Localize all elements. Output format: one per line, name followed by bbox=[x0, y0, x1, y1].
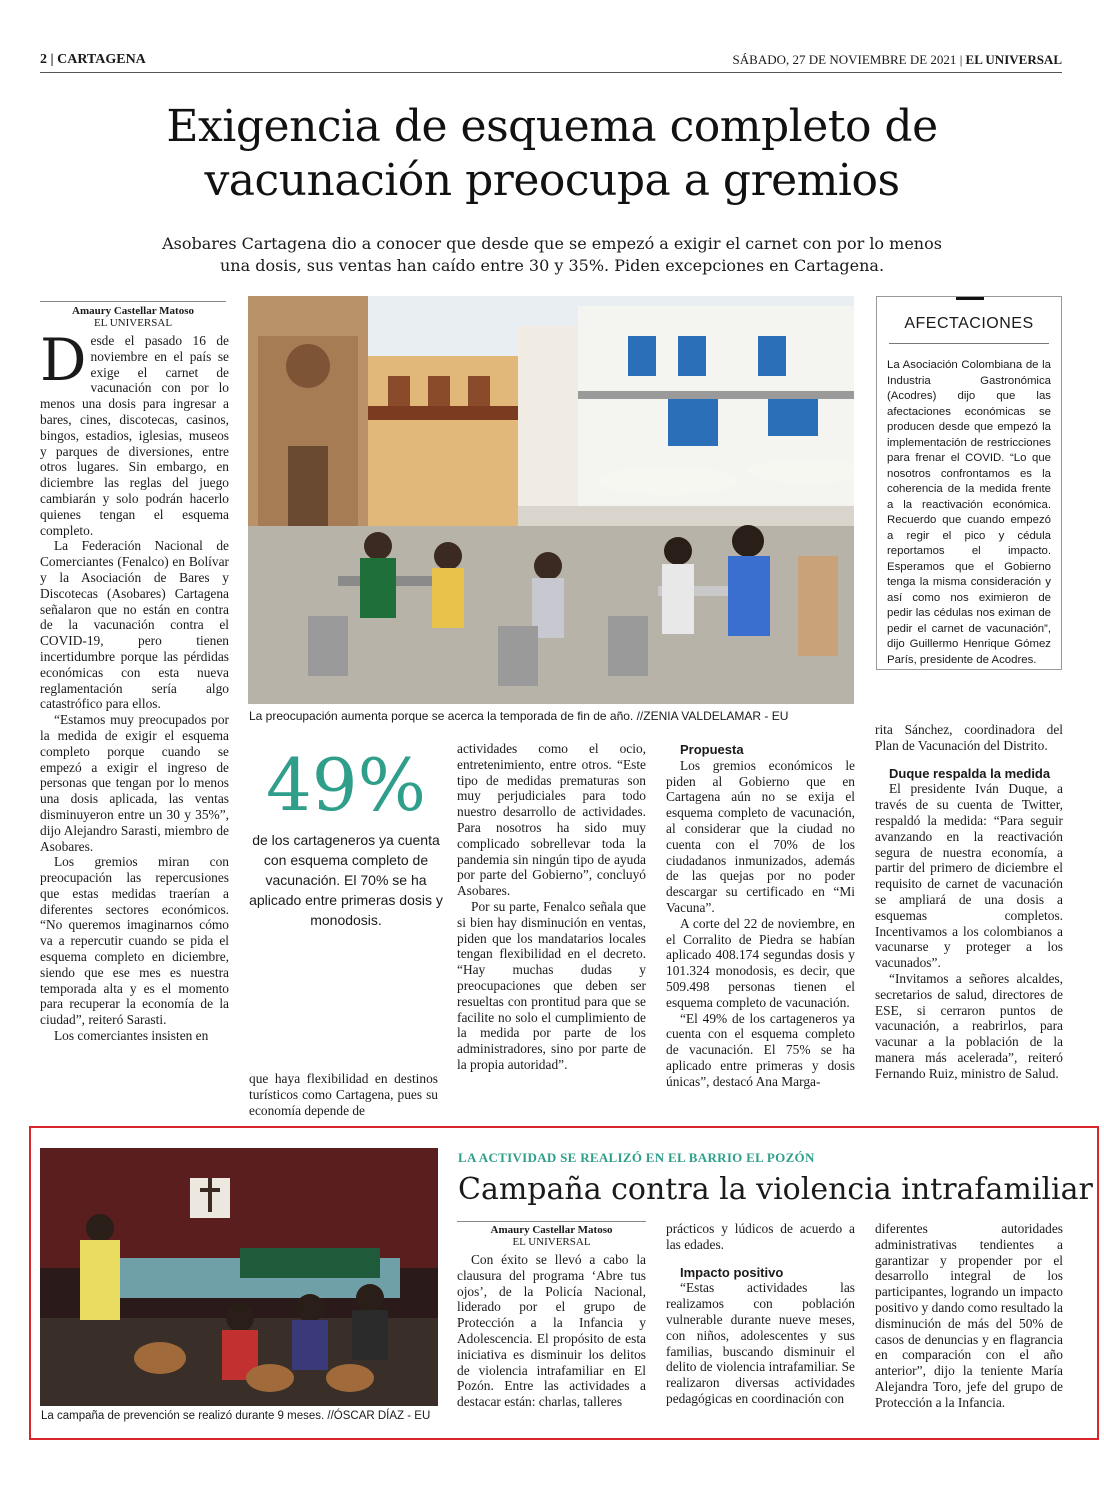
article-column-2 bbox=[249, 1071, 438, 1118]
plaza-photo bbox=[248, 296, 854, 704]
subheadline bbox=[100, 233, 1004, 277]
second-article-column-1 bbox=[457, 1252, 646, 1427]
paragraph: “Estas actividades las realizamos con población vulnerable durante nueve meses, con niños, adolescentes y sus familias, buscando disminuir el delito de violencia intrafamiliar. Se realizaron diversas actividades pedagógicas en coordinación con bbox=[666, 1280, 855, 1406]
headline-line-2: vacunación preocupa a gremios bbox=[204, 155, 900, 206]
plaza-photo-illustration bbox=[248, 296, 854, 704]
paragraph: La Federación Nacional de Comerciantes (Fenalco) en Bolívar y la Asociación de Bares y Discotecas (Asobares) Cartagena señalaron que no están en contra de la vacunación contra el COVID-19, pero tienen incertidumbre porque las pérdidas económicas con esta nueva reglamentación sería algo catastrófico para ellos. bbox=[40, 538, 229, 712]
paragraph: Por su parte, Fenalco señala que si bien hay disminución en ventas, piden que los mandatarios locales tengan flexibilidad en el decreto. “Hay muchas dudas y preocupaciones que deben ser resueltas con prontitud para que se facilite no solo el cumplimiento de la medida por parte de los administradores, sino por parte de la propia autoridad”. bbox=[457, 898, 646, 1072]
byline-name: Amaury Castellar Matoso bbox=[72, 305, 194, 317]
headline bbox=[40, 100, 1064, 208]
second-byline bbox=[457, 1221, 646, 1248]
article-column-3 bbox=[457, 741, 646, 1121]
paragraph: El presidente Iván Duque, a través de su cuenta de Twitter, respaldó la medida: “Para seguir avanzando en la reactivación segura de nuestra economía, a partir del primero de diciembre el requisito de carnet de vacunación se ampliará de una dosis a esquemas completos. Incentivamos a los colombianos a vacunarse y proteger a los vacunados”. bbox=[875, 781, 1063, 971]
subhead-line-2: una dosis, sus ventas han caído entre 30 y 35%. Piden excepciones en Cartagena. bbox=[219, 256, 885, 275]
date-header: SÁBADO, 27 DE NOVIEMBRE DE 2021 | EL UNIVERSAL bbox=[732, 52, 1062, 67]
paragraph: “El 49% de los cartageneros ya cuenta con el esquema completo de vacunación. El 75% se ha aplicado entre primeras y dosis únicas”, destacó Ana Marga- bbox=[666, 1010, 855, 1089]
paragraph: Los gremios miran con preocupación las repercusiones que estas medidas traerían a diferentes sectores económicos. “No queremos imaginarnos cómo va a repercutir cuando se pida el esquema completo en diciembre, siendo que ese mes es nuestra temporada alta y es el momento para recuperar la economía de la ciudad”, reiteró Sarasti. bbox=[40, 854, 229, 1028]
paragraph: “Estamos muy preocupados por la medida de exigir el esquema completo porque cuando se empezó a exigir el ingreso de personas que tengan por lo menos una dosis aplicada, las ventas disminuyeron entre un 30 y 35%”, dijo Alejandro Sarasti, miembro de Asobares. bbox=[40, 712, 229, 854]
stat-value: 49% bbox=[265, 743, 427, 827]
paragraph: actividades como el ocio, entretenimiento, entre otros. “Este tipo de medidas prematuras son muy perjudiciales para todo nuestro desarrollo de actividades. Para nosotros ha sido muy complicado sobrellevar toda la pandemia sin ningún tipo de ayuda por parte del Gobierno”, concluyó Asobares. bbox=[457, 741, 646, 899]
byline bbox=[40, 301, 226, 329]
paragraph: Los comerciantes insisten en bbox=[54, 1028, 209, 1044]
paragraph: A corte del 22 de noviembre, en el Corralito de Piedra se habían aplicado 408.174 segundas dosis y 101.324 monodosis, es decir, que 509.498 personas tienen el esquema completo de vacunación. bbox=[666, 915, 855, 1010]
section-subtitle-duque: Duque respalda la medida bbox=[889, 765, 1051, 781]
paragraph: Con éxito se llevó a cabo la clausura del programa ‘Abre tus ojos’, de la Policía Nacional, liderado por el grupo de Protección a la Infancia y Adolescencia. El propósito de esta iniciativa es disminuir los delitos de violencia intrafamiliar en El Pozón. Entre las actividades a destacar están: charlas, talleres bbox=[457, 1252, 646, 1410]
campaign-photo-illustration bbox=[40, 1148, 438, 1406]
section-subtitle-propuesta: Propuesta bbox=[680, 742, 744, 757]
second-article-column-2 bbox=[666, 1221, 855, 1427]
sidebar-box bbox=[876, 296, 1062, 670]
paragraph: esde el pasado 16 de noviembre en el país se exige el carnet de vacunación con por lo menos una dosis para ingresar a bares, cines, discotecas, casinos, bingos, estadios, iglesias, museos y parques de diversiones, entre otros lugares. Sin embargo, en diciembre las reglas del juego cambiarán y solo podrán hacerlo quienes tengan el esquema completo. bbox=[40, 333, 229, 538]
second-byline-outlet: EL UNIVERSAL bbox=[512, 1236, 591, 1248]
paragraph: que haya flexibilidad en destinos turísticos como Cartagena, pues su economía depende de bbox=[249, 1071, 438, 1118]
article-column-5 bbox=[875, 722, 1063, 1122]
paragraph: Los gremios económicos le piden al Gobierno que en Cartagena aún no se exija el esquema completo de vacunación, al considerar que la ciudad no cuenta con el 70% de los ciudadanos inmunizados, además de las quejas por no poder descargar su certificado en “Mi Vacuna”. bbox=[666, 757, 855, 915]
sidebar-title: AFECTACIONES bbox=[904, 315, 1034, 332]
second-article-title: Campaña contra la violencia intrafamiliar bbox=[458, 1172, 1093, 1207]
second-article-kicker: LA ACTIVIDAD SE REALIZÓ EN EL BARRIO EL POZÓN bbox=[458, 1150, 815, 1165]
article-column-4 bbox=[666, 742, 855, 1122]
paragraph: “Invitamos a señores alcaldes, secretarios de salud, directores de ESE, si cerraron puntos de vacunación, a reabrirlos, para vacunar a la población de la manera más acelerada”, reiteró Fernando Ruiz, ministro de Salud. bbox=[875, 970, 1063, 1081]
sidebar-text: La Asociación Colombiana de la Industria Gastronómica (Acodres) dijo que las afectaciones económicas se producen desde que empezó la implementación de restricciones para frenar el COVID. “Lo que nosotros confrontamos es la coherencia de la medida frente a la reactivación económica. Recuerdo que cuando empezó a regir el pico y cédula reportamos el impacto. Esperamos que el Gobierno tenga la misma consideración y así como nos eximieron de pedir las cédulas nos eximan de pedir el carnet de vacunación”, dijo Guillermo Henrique Gómez París, presidente de Acodres. bbox=[887, 359, 1051, 666]
page-section-header: 2 | CARTAGENA bbox=[40, 52, 146, 67]
stat-description: de los cartageneros ya cuenta con esquema completo de vacunación. El 70% se ha aplicado entre primeras dosis y monodosis. bbox=[249, 832, 443, 928]
drop-cap: D bbox=[40, 333, 87, 394]
paper-name: EL UNIVERSAL bbox=[965, 52, 1062, 67]
paragraph: rita Sánchez, coordinadora del Plan de Vacunación del Distrito. bbox=[875, 722, 1063, 753]
page-number: 2 bbox=[40, 52, 47, 67]
section-subtitle-impacto: Impacto positivo bbox=[680, 1264, 784, 1280]
headline-line-1: Exigencia de esquema completo de bbox=[166, 101, 938, 152]
section-name: CARTAGENA bbox=[57, 52, 146, 67]
campaign-photo bbox=[40, 1148, 438, 1406]
second-article-column-3 bbox=[875, 1221, 1063, 1427]
paragraph: prácticos y lúdicos de acuerdo a las edades. bbox=[666, 1221, 855, 1252]
header-divider bbox=[40, 72, 1062, 73]
article-column-1 bbox=[40, 333, 229, 1119]
subhead-line-1: Asobares Cartagena dio a conocer que desde que se empezó a exigir el carnet con por lo menos bbox=[162, 234, 942, 253]
photo-caption: La preocupación aumenta porque se acerca la temporada de fin de año. //ZENIA VALDELAMAR - EU bbox=[249, 709, 789, 723]
byline-outlet: EL UNIVERSAL bbox=[93, 317, 173, 329]
issue-date: SÁBADO, 27 DE NOVIEMBRE DE 2021 bbox=[732, 52, 957, 67]
sidebar-title-rule bbox=[889, 343, 1049, 344]
paragraph: diferentes autoridades administrativas tendientes a garantizar y propender por el desarrollo integral de los participantes, logrando un impacto positivo y dando como resultado la disminución de más del 50% de casos de denuncias y en flagrancia en comparación con el año anterior”, dijo la teniente María Alejandra Toro, jefe del grupo de Protección a la Infancia. bbox=[875, 1221, 1063, 1410]
second-byline-name: Amaury Castellar Matoso bbox=[490, 1224, 613, 1236]
campaign-photo-caption: La campaña de prevención se realizó durante 9 meses. //ÓSCAR DÍAZ - EU bbox=[41, 1410, 431, 1422]
